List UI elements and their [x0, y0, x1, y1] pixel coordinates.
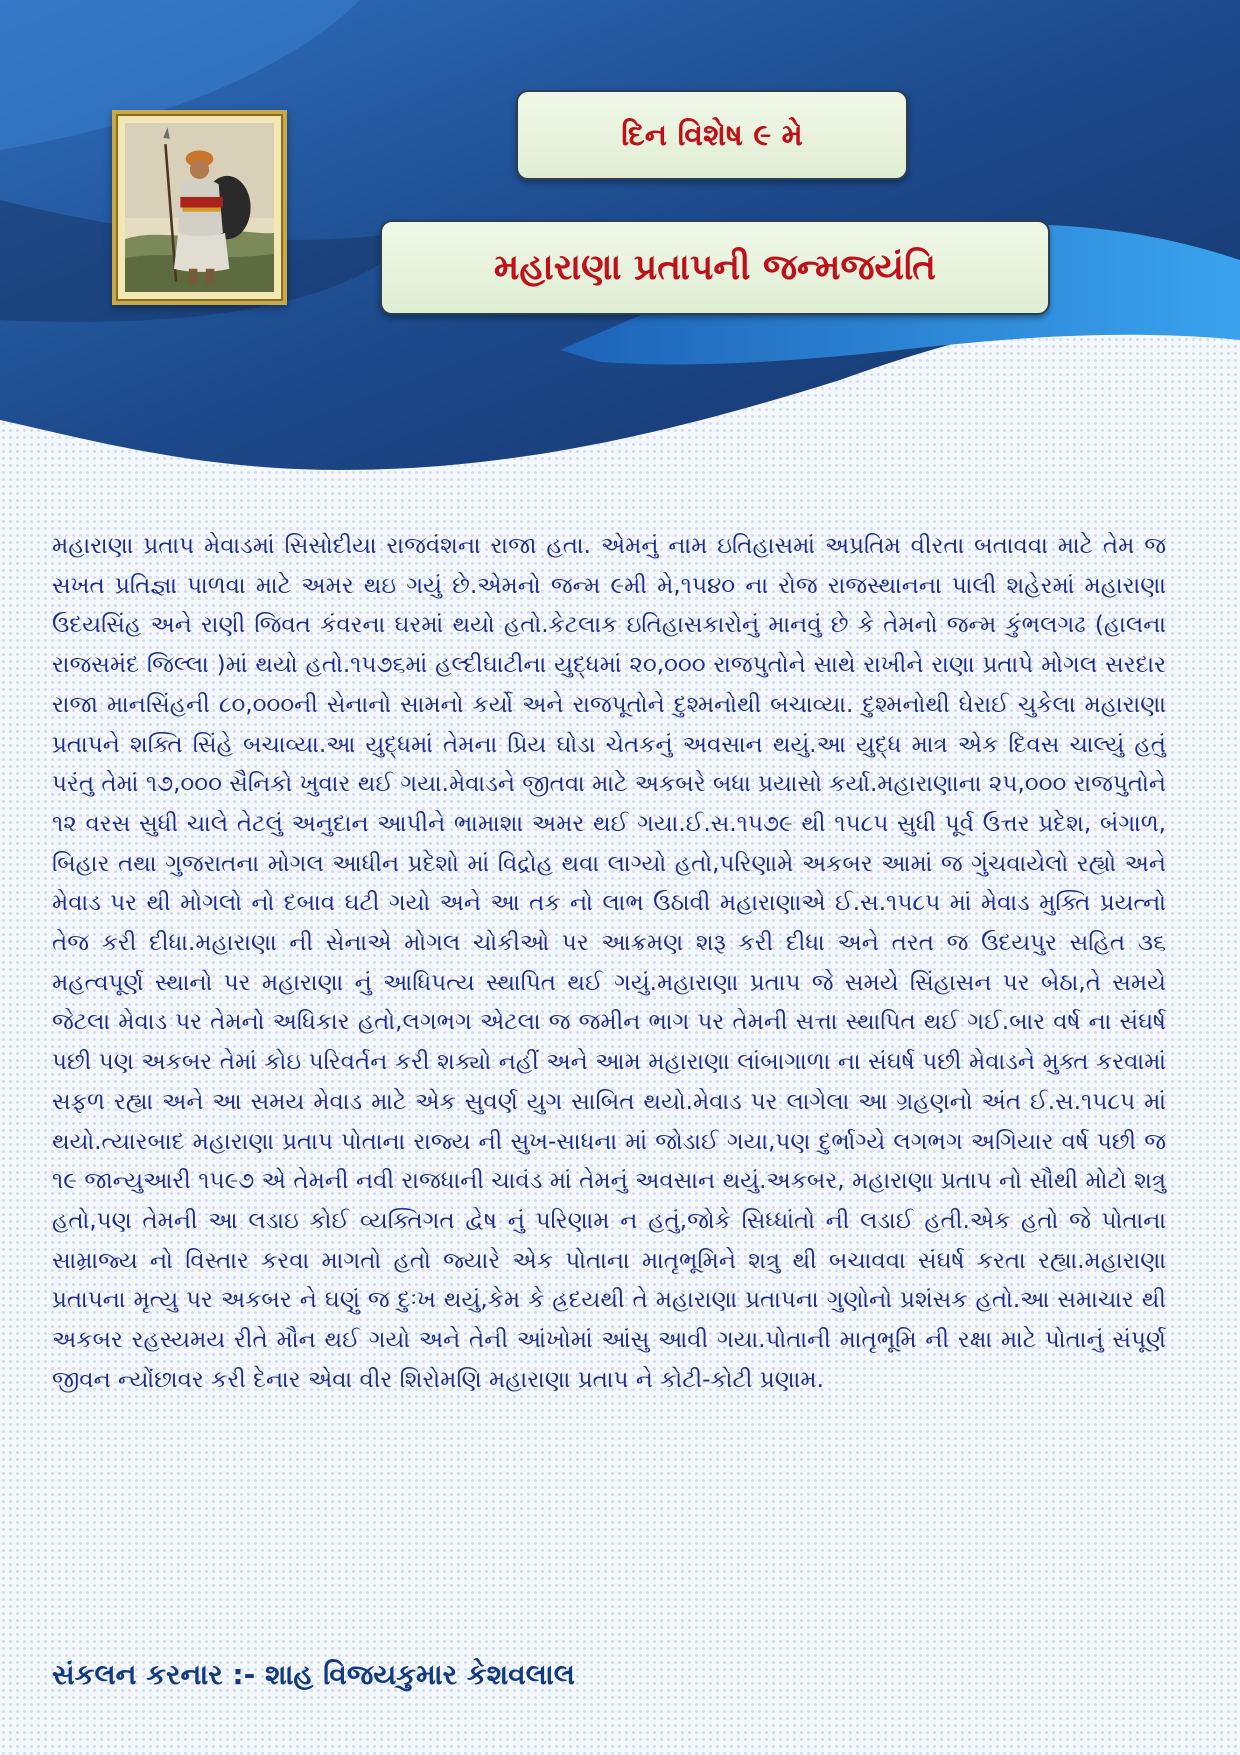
- page-title: મહારાણા પ્રતાપની જન્મજયંતિ: [493, 246, 937, 288]
- maharana-pratap-portrait-icon: [125, 123, 274, 292]
- date-badge-text: દિન વિશેષ ૯ મે: [621, 117, 803, 153]
- date-badge: [516, 90, 908, 180]
- title-badge: [380, 220, 1050, 315]
- compiler-credit: સંકલન કરનાર :- શાહ વિજયકુમાર કેશવલાલ: [52, 1658, 575, 1691]
- article-body: મહારાણા પ્રતાપ મેવાડમાં સિસોદીયા રાજવંશના રાજા હતા. એમનું નામ ઇતિહાસમાં અપ્રતિમ વીરતા બતાવવા માટે તેમ જ સખત પ્રતિજ્ઞા પાળવા માટે અમર થઇ ગયું છે.એમનો જન્મ ૯મી મે,૧૫૪૦ ના રોજ રાજસ્થાનના પાલી શહેરમાં મહારાણા ઉદયસિંહ અને રાણી જિવત કંવરના ઘરમાં થયો હતો.કેટલાક ઇતિહાસકારોનું માનવું છે કે તેમનો જન્મ કુંભલગઢ (હાલના રાજસમંદ જિલ્લા )માં થયો હતો.૧૫૭૬માં હલ્દીઘાટીના યુદ્ધમાં ૨૦,૦૦૦ રાજપુતોને સાથે રાખીને રાણા પ્રતાપે મોગલ સરદાર રાજા માનસિંહની ૮૦,૦૦૦ની સેનાનો સામનો કર્યો અને રાજપૂતોને દુશ્મનોથી બચાવ્યા. દુશ્મનોથી ઘેરાઈ ચુકેલા મહારાણા પ્રતાપને શક્તિ સિંહે બચાવ્યા.આ યુદ્ધમાં તેમના પ્રિય ઘોડા ચેતકનું અવસાન થયું.આ યુદ્ધ માત્ર એક દિવસ ચાલ્યું હતું પરંતુ તેમાં ૧૭,૦૦૦ સૈનિકો ખુવાર થઈ ગયા.મેવાડને જીતવા માટે અકબરે બધા પ્રયાસો કર્યા.મહારાણાના ૨૫,૦૦૦ રાજપુતોને ૧૨ વરસ સુધી ચાલે તેટલું અનુદાન આપીને ભામાશા અમર થઈ ગયા.ઈ.સ.૧૫૭૯ થી ૧૫૮૫ સુધી પૂર્વ ઉત્તર પ્રદેશ, બંગાળ, બિહાર તથા ગુજરાતના મોગલ આધીન પ્રદેશો માં વિદ્રોહ થવા લાગ્યો હતો,પરિણામે અકબર આમાં જ ગુંચવાયેલો રહ્યો અને મેવાડ પર થી મોગલો નો દબાવ ઘટી ગયો અને આ તક નો લાભ ઉઠાવી મહારાણાએ ઈ.સ.૧૫૮૫ માં મેવાડ મુક્તિ પ્રયત્નો તેજ કરી દીધા.મહારાણા ની સેનાએ મોગલ ચોકીઓ પર આક્રમણ શરૂ કરી દીધા અને તરત જ ઉદયપુર સહિત ૩૬ મહત્વપૂર્ણ સ્થાનો પર મહારાણા નું આધિપત્ય સ્થાપિત થઈ ગયું.મહારાણા પ્રતાપ જે સમયે સિંહાસન પર બેઠા,તે સમયે જેટલા મેવાડ પર તેમનો અધિકાર હતો,લગભગ એટલા જ જમીન ભાગ પર તેમની સત્તા સ્થાપિત થઈ ગઈ.બાર વર્ષ ના સંઘર્ષ પછી પણ અકબર તેમાં કોઇ પરિવર્તન કરી શક્યો નહીં અને આમ મહારાણા લાંબાગાળા ના સંઘર્ષ પછી મેવાડને મુક્ત કરવામાં સફળ રહ્યા અને આ સમય મેવાડ માટે એક સુવર્ણ યુગ સાબિત થયો.મેવાડ પર લાગેલા આ ગ્રહણનો અંત ઈ.સ.૧૫૮૫ માં થયો.ત્યારબાદ મહારાણા પ્રતાપ પોતાના રાજ્ય ની સુખ-સાધના માં જોડાઈ ગયા,પણ દુર્ભાગ્યે લગભગ અગિયાર વર્ષ પછી જ ૧૯ જાન્યુઆરી ૧૫૯૭ એ તેમની નવી રાજધાની ચાવંડ માં તેમનું અવસાન થયું.અકબર, મહારાણા પ્રતાપ નો સૌથી મોટો શત્રુ હતો,પણ તેમની આ લડાઇ કોઈ વ્યક્તિગત દ્વેષ નું પરિણામ ન હતું,જોકે સિધ્ધાંતો ની લડાઈ હતી.એક હતો જે પોતાના સામ્રાજ્ય નો વિસ્તાર કરવા માગતો હતો જ્યારે એક પોતાના માતૃભૂમિને શત્રુ થી બચાવવા સંઘર્ષ કરતા રહ્યા.મહારાણા પ્રતાપના મૃત્યુ પર અકબર ને ઘણું જ દુઃખ થયું,કેમ કે હ્રદયથી તે મહારાણા પ્રતાપના ગુણોનો પ્રશંસક હતો.આ સમાચાર થી અકબર રહસ્યમય રીતે મૌન થઈ ગયો અને તેની આંખોમાં આંસુ આવી ગયા.પોતાની માતૃભૂમિ ની રક્ષા માટે પોતાનું સંપૂર્ણ જીવન ન્યોંછાવર કરી દેનાર એવા વીર શિરોમણિ મહારાણા પ્રતાપ ને કોટી-કોટી પ્રણામ.: [52, 533, 1166, 1393]
- portrait-frame: [112, 110, 287, 305]
